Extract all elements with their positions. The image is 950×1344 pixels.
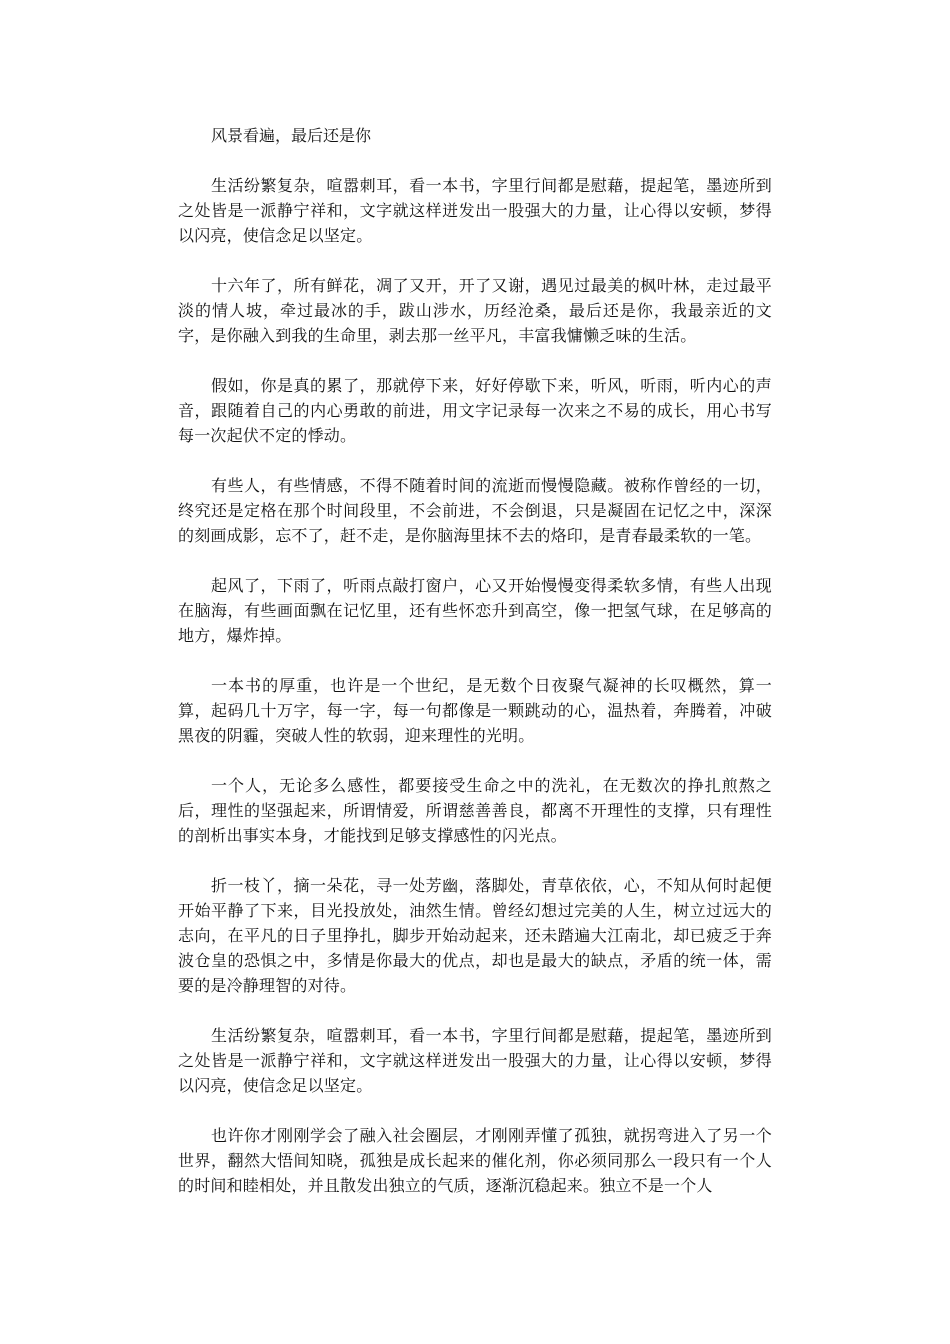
paragraph-8: 折一枝丫，摘一朵花，寻一处芳幽，落脚处，青草依依，心，不知从何时起便开始平静了下来，目光投放处，油然生情。曾经幻想过完美的人生，树立过远大的志向，在平凡的日子里挣扎，脚步开始动起来，还未踏遍大江南北，却已疲乏于奔波仓皇的恐惧之中，多情是你最大的优点，却也是最大的缺点，矛盾的统一体，需要的是冷静理智的对待。 bbox=[178, 876, 772, 995]
paragraph-6: 一本书的厚重，也许是一个世纪，是无数个日夜聚气凝神的长叹概然，算一算，起码几十万字，每一字，每一句都像是一颗跳动的心，温热着，奔腾着，冲破黑夜的阴霾，突破人性的软弱，迎来理性的光明。 bbox=[178, 676, 772, 745]
paragraph-4: 有些人，有些情感，不得不随着时间的流逝而慢慢隐藏。被称作曾经的一切，终究还是定格在那个时间段里，不会前进，不会倒退，只是凝固在记忆之中，深深的刻画成影，忘不了，赶不走，是你脑海里抹不去的烙印，是青春最柔软的一笔。 bbox=[178, 476, 772, 545]
paragraph-3: 假如，你是真的累了，那就停下来，好好停歇下来，听风，听雨，听内心的声音，跟随着自己的内心勇敢的前进，用文字记录每一次来之不易的成长，用心书写每一次起伏不定的悸动。 bbox=[178, 376, 772, 445]
paragraph-5: 起风了，下雨了，听雨点敲打窗户，心又开始慢慢变得柔软多情，有些人出现在脑海，有些画面飘在记忆里，还有些怀恋升到高空，像一把氢气球，在足够高的地方，爆炸掉。 bbox=[178, 576, 772, 645]
paragraph-9: 生活纷繁复杂，喧嚣刺耳，看一本书，字里行间都是慰藉，提起笔，墨迹所到之处皆是一派静宁祥和，文字就这样迸发出一股强大的力量，让心得以安顿，梦得以闪亮，使信念足以坚定。 bbox=[178, 1026, 772, 1095]
paragraph-2: 十六年了，所有鲜花，凋了又开，开了又谢，遇见过最美的枫叶林，走过最平淡的情人坡，牵过最冰的手，跋山涉水，历经沧桑，最后还是你，我最亲近的文字，是你融入到我的生命里，剥去那一丝平凡，丰富我慵懒乏味的生活。 bbox=[178, 276, 772, 345]
document-body bbox=[178, 123, 772, 1223]
paragraph-10: 也许你才刚刚学会了融入社会圈层，才刚刚弄懂了孤独，就拐弯进入了另一个世界，翻然大悟间知晓，孤独是成长起来的催化剂，你必须同那么一段只有一个人的时间和睦相处，并且散发出独立的气质，逐渐沉稳起来。独立不是一个人 bbox=[178, 1126, 772, 1195]
paragraph-1: 生活纷繁复杂，喧嚣刺耳，看一本书，字里行间都是慰藉，提起笔，墨迹所到之处皆是一派静宁祥和，文字就这样迸发出一股强大的力量，让心得以安顿，梦得以闪亮，使信念足以坚定。 bbox=[178, 176, 772, 245]
document-title: 风景看遍，最后还是你 bbox=[211, 126, 372, 145]
paragraph-7: 一个人，无论多么感性，都要接受生命之中的洗礼，在无数次的挣扎煎熬之后，理性的坚强起来，所谓情爱，所谓慈善善良，都离不开理性的支撑，只有理性的剖析出事实本身，才能找到足够支撑感性的闪光点。 bbox=[178, 776, 772, 845]
